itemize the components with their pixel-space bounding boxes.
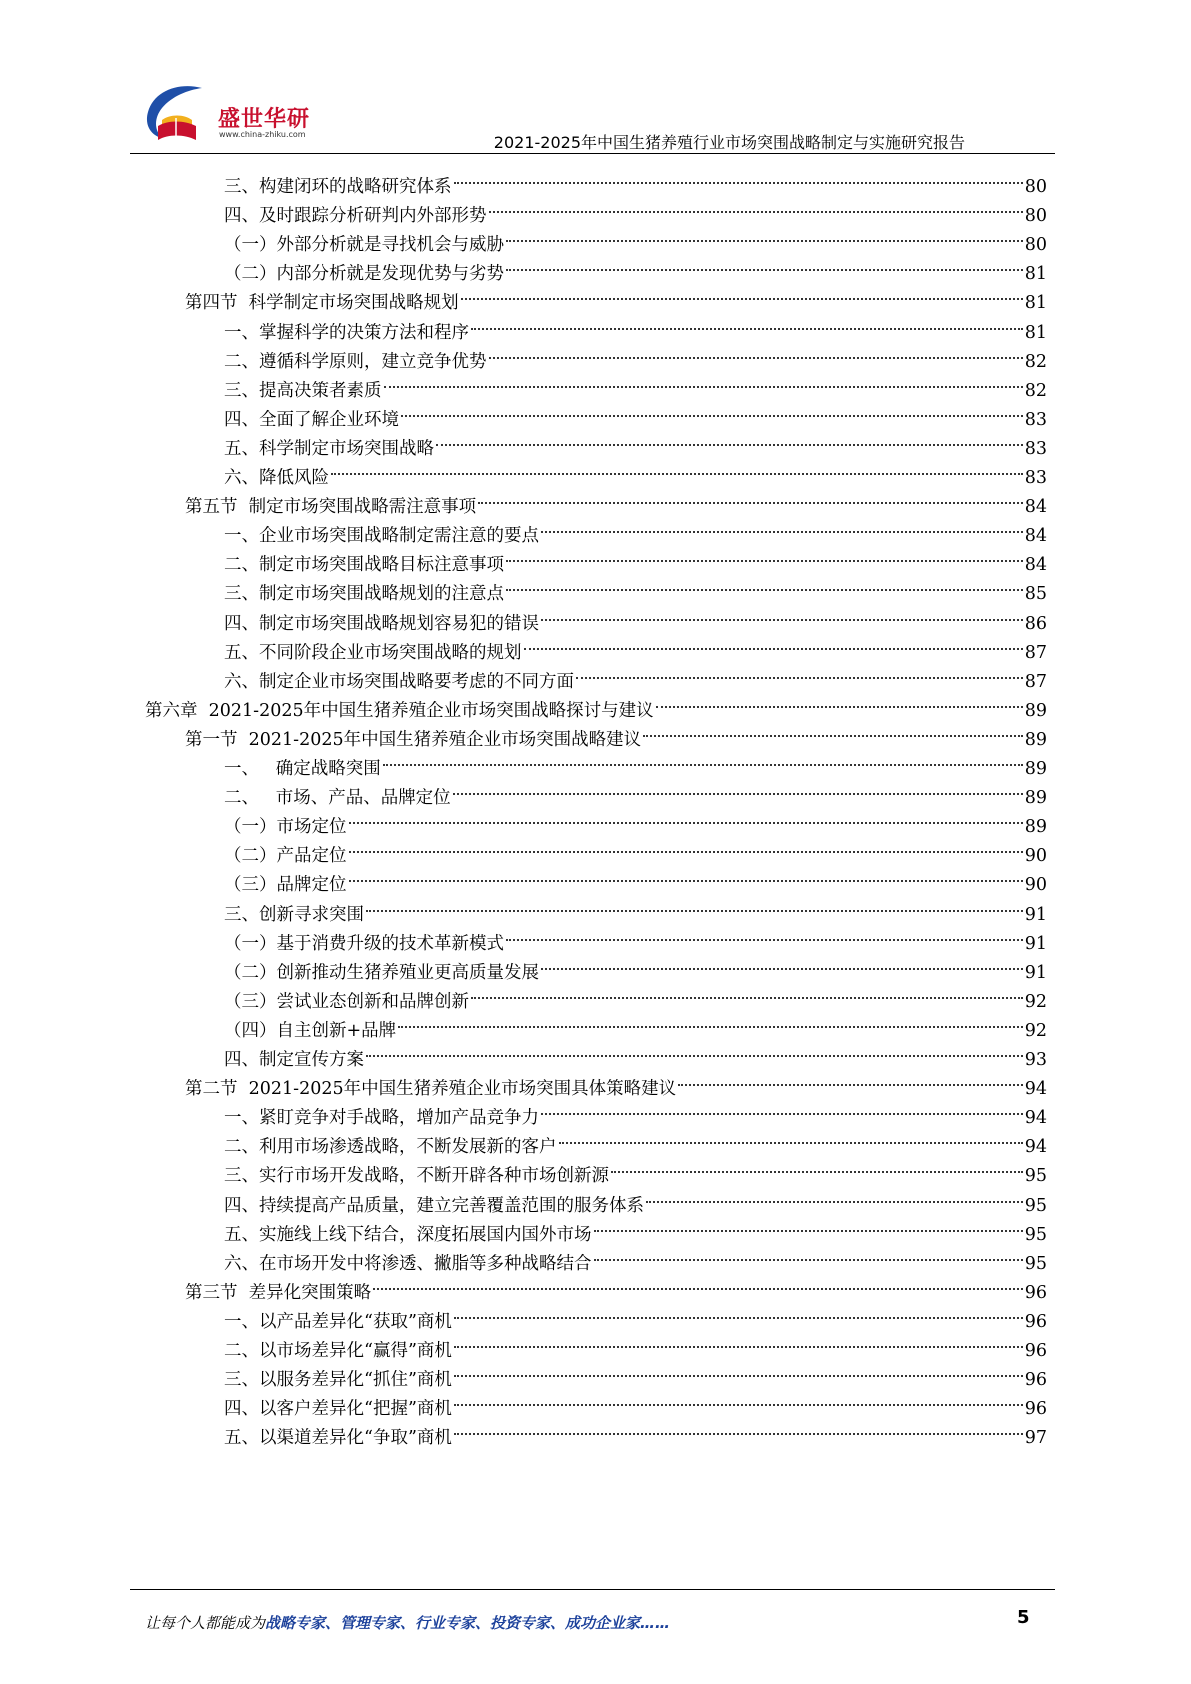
toc-entry-page: 89 xyxy=(1024,788,1047,809)
toc-entry-page: 96 xyxy=(1024,1341,1047,1361)
toc-entry[interactable] xyxy=(224,1007,1047,1041)
toc-entry-title: 三、实行市场开发战略，不断开辟各种市场创新源 xyxy=(224,1166,609,1187)
toc-entry-page: 90 xyxy=(1024,846,1047,867)
toc-leader-dots xyxy=(349,832,1023,861)
toc-entry-title: 二、以市场差异化“赢得”商机 xyxy=(224,1341,452,1361)
footer-slogan xyxy=(145,1612,670,1633)
toc-entry-title: 一、企业市场突围战略制定需注意的要点 xyxy=(224,526,539,547)
toc-entry[interactable] xyxy=(224,338,1047,372)
toc-entry[interactable] xyxy=(224,309,1047,343)
toc-entry-page: 97 xyxy=(1024,1428,1047,1449)
toc-entry-page: 86 xyxy=(1024,613,1047,634)
toc-entry-title: 四、全面了解企业环境 xyxy=(224,409,399,430)
toc-entry[interactable] xyxy=(224,658,1047,692)
toc-entry-title: 第五节 制定市场突围战略需注意事项 xyxy=(185,497,477,518)
toc-entry[interactable] xyxy=(224,367,1047,401)
toc-entry[interactable] xyxy=(224,396,1047,430)
toc-entry-title: 四、持续提高产品质量，建立完善覆盖范围的服务体系 xyxy=(224,1195,644,1216)
toc-entry-title: （三）品牌定位 xyxy=(224,875,347,896)
toc-entry-page: 89 xyxy=(1024,759,1047,779)
toc-leader-dots xyxy=(541,512,1023,541)
toc-entry[interactable] xyxy=(224,570,1047,605)
toc-entry-page: 84 xyxy=(1024,526,1047,547)
toc-leader-dots xyxy=(436,425,1023,454)
toc-entry[interactable] xyxy=(185,483,1047,518)
toc-leader-dots xyxy=(471,309,1023,338)
toc-leader-dots xyxy=(559,1123,1023,1152)
logo-url: www.china-zhiku.com xyxy=(219,130,306,139)
toc-entry-page: 83 xyxy=(1024,468,1047,488)
toc-entry[interactable] xyxy=(224,861,1047,896)
toc-entry[interactable] xyxy=(224,1356,1047,1391)
toc-leader-dots xyxy=(594,1211,1023,1240)
toc-entry-page: 94 xyxy=(1024,1137,1047,1158)
toc-entry-title: 第一节 2021-2025年中国生猪养殖企业市场突围战略建议 xyxy=(185,729,642,750)
toc-entry[interactable] xyxy=(224,600,1047,634)
toc-entry[interactable] xyxy=(224,1036,1047,1070)
toc-entry[interactable] xyxy=(224,978,1047,1012)
toc-entry-page: 80 xyxy=(1024,235,1047,256)
toc-entry-page: 84 xyxy=(1024,497,1047,518)
toc-leader-dots xyxy=(454,1356,1023,1385)
toc-leader-dots xyxy=(656,687,1023,716)
toc-entry-page: 89 xyxy=(1024,700,1047,721)
toc-entry-title: 二、 市场、产品、品牌定位 xyxy=(224,788,451,809)
toc-entry-title: 六、在市场开发中将渗透、撇脂等多种战略结合 xyxy=(224,1253,592,1274)
toc-entry-title: 一、以产品差异化“获取”商机 xyxy=(224,1311,452,1332)
toc-leader-dots xyxy=(646,1182,1023,1211)
toc-entry[interactable] xyxy=(185,1065,1047,1100)
toc-leader-dots xyxy=(478,483,1023,512)
toc-entry-title: 三、提高决策者素质 xyxy=(224,380,382,401)
toc-entry-page: 91 xyxy=(1024,933,1047,954)
toc-leader-dots xyxy=(643,716,1023,745)
toc-entry-page: 91 xyxy=(1024,962,1047,983)
toc-entry[interactable] xyxy=(224,949,1047,983)
toc-entry-title: 一、紧盯竞争对手战略，增加产品竞争力 xyxy=(224,1108,539,1129)
toc-entry-title: 四、及时跟踪分析研判内外部形势 xyxy=(224,206,487,227)
toc-entry[interactable] xyxy=(224,1182,1047,1216)
toc-leader-dots xyxy=(541,1094,1023,1123)
slogan-roles: 战略专家、管理专家、行业专家、投资专家、成功企业家…… xyxy=(265,1614,671,1632)
toc-entry-page: 87 xyxy=(1024,671,1047,692)
toc-entry-title: （一）市场定位 xyxy=(224,817,347,838)
toc-entry-title: 五、实施线上线下结合，深度拓展国内国外市场 xyxy=(224,1224,592,1245)
toc-leader-dots xyxy=(454,1385,1023,1414)
toc-entry[interactable] xyxy=(224,1123,1047,1158)
toc-entry-page: 95 xyxy=(1024,1166,1047,1187)
logo-mark-icon xyxy=(140,80,220,148)
toc-entry[interactable] xyxy=(224,832,1047,867)
toc-entry-title: 五、科学制定市场突围战略 xyxy=(224,438,434,459)
toc-entry-page: 95 xyxy=(1024,1253,1047,1274)
toc-leader-dots xyxy=(678,1065,1023,1094)
toc-entry-title: 五、以渠道差异化“争取”商机 xyxy=(224,1428,452,1449)
toc-leader-dots xyxy=(461,279,1023,308)
toc-entry-title: 三、创新寻求突围 xyxy=(224,904,364,925)
toc-entry[interactable] xyxy=(224,1327,1047,1361)
report-title: 2021-2025年中国生猪养殖行业市场突围战略制定与实施研究报告 xyxy=(493,133,965,152)
toc-entry[interactable] xyxy=(224,1152,1047,1187)
toc-entry-title: 第三节 差异化突围策略 xyxy=(185,1282,372,1303)
toc-entry[interactable] xyxy=(224,803,1047,838)
toc-entry-page: 81 xyxy=(1024,293,1047,314)
toc-entry-page: 94 xyxy=(1024,1079,1047,1100)
toc-entry-title: （二）内部分析就是发现优势与劣势 xyxy=(224,264,504,285)
toc-leader-dots xyxy=(384,367,1023,396)
toc-entry-page: 89 xyxy=(1024,729,1047,750)
toc-entry[interactable] xyxy=(224,512,1047,547)
toc-leader-dots xyxy=(383,745,1023,774)
toc-leader-dots xyxy=(506,920,1023,949)
toc-entry-page: 81 xyxy=(1024,264,1047,285)
toc-leader-dots xyxy=(454,1414,1023,1443)
toc-leader-dots xyxy=(401,396,1023,425)
toc-leader-dots xyxy=(454,1327,1023,1356)
toc-entry-page: 85 xyxy=(1024,584,1047,605)
toc-entry-page: 92 xyxy=(1024,1020,1047,1041)
toc-entry-title: （二）产品定位 xyxy=(224,846,347,867)
toc-entry-title: 第四节 科学制定市场突围战略规划 xyxy=(185,293,459,314)
toc-entry[interactable] xyxy=(145,687,1047,721)
toc-entry-page: 84 xyxy=(1024,555,1047,576)
toc-leader-dots xyxy=(524,629,1023,658)
toc-leader-dots xyxy=(541,600,1023,629)
toc-entry[interactable] xyxy=(224,1240,1047,1274)
toc-entry-title: 四、制定宣传方案 xyxy=(224,1050,364,1070)
toc-leader-dots xyxy=(366,891,1023,920)
toc-entry[interactable] xyxy=(224,1094,1047,1129)
toc-entry-title: 二、利用市场渗透战略，不断发展新的客户 xyxy=(224,1137,557,1158)
toc-entry[interactable] xyxy=(224,1211,1047,1245)
toc-leader-dots xyxy=(489,338,1023,367)
toc-entry[interactable] xyxy=(185,279,1047,314)
toc-entry-title: 三、制定市场突围战略规划的注意点 xyxy=(224,584,504,605)
toc-entry-title: 三、以服务差异化“抓住”商机 xyxy=(224,1370,452,1391)
toc-leader-dots xyxy=(506,541,1023,570)
toc-entry-page: 82 xyxy=(1024,351,1047,372)
toc-entry[interactable] xyxy=(224,163,1047,197)
toc-entry-page: 96 xyxy=(1024,1282,1047,1303)
toc-leader-dots xyxy=(453,774,1023,803)
toc-entry[interactable] xyxy=(185,1269,1047,1303)
toc-entry-page: 91 xyxy=(1024,904,1047,925)
toc-entry-page: 82 xyxy=(1024,380,1047,401)
toc-leader-dots xyxy=(471,978,1023,1007)
toc-entry-page: 95 xyxy=(1024,1195,1047,1216)
toc-leader-dots xyxy=(454,163,1023,192)
toc-leader-dots xyxy=(454,1298,1023,1327)
toc-entry[interactable] xyxy=(185,716,1047,750)
toc-entry[interactable] xyxy=(224,250,1047,285)
toc-entry-title: 一、 确定战略突围 xyxy=(224,759,381,779)
toc-entry-title: 第二节 2021-2025年中国生猪养殖企业市场突围具体策略建议 xyxy=(185,1079,677,1100)
toc-entry-page: 94 xyxy=(1024,1108,1047,1129)
company-logo xyxy=(140,80,320,150)
toc-entry-page: 80 xyxy=(1024,177,1047,197)
toc-entry[interactable] xyxy=(224,425,1047,459)
toc-leader-dots xyxy=(594,1240,1023,1269)
toc-entry-title: 一、掌握科学的决策方法和程序 xyxy=(224,322,469,343)
toc-leader-dots xyxy=(331,454,1023,483)
toc-entry-title: 二、遵循科学原则，建立竞争优势 xyxy=(224,351,487,372)
toc-leader-dots xyxy=(366,1036,1023,1065)
toc-entry-title: （三）尝试业态创新和品牌创新 xyxy=(224,991,469,1012)
toc-leader-dots xyxy=(506,570,1023,599)
toc-entry-title: （一）基于消费升级的技术革新模式 xyxy=(224,933,504,954)
toc-entry-title: （一）外部分析就是寻找机会与威胁 xyxy=(224,235,504,256)
toc-entry[interactable] xyxy=(224,192,1047,227)
toc-leader-dots xyxy=(506,250,1023,279)
toc-entry[interactable] xyxy=(224,1385,1047,1420)
toc-entry-title: 六、制定企业市场突围战略要考虑的不同方面 xyxy=(224,671,574,692)
toc-leader-dots xyxy=(506,221,1023,250)
toc-entry-title: 四、以客户差异化“把握”商机 xyxy=(224,1399,452,1420)
toc-entry-title: 五、不同阶段企业市场突围战略的规划 xyxy=(224,642,522,663)
toc-entry-title: 六、降低风险 xyxy=(224,468,329,488)
toc-entry[interactable] xyxy=(224,774,1047,809)
toc-entry[interactable] xyxy=(224,920,1047,954)
header-divider xyxy=(130,153,1055,154)
toc-entry-page: 95 xyxy=(1024,1224,1047,1245)
toc-entry-title: 三、构建闭环的战略研究体系 xyxy=(224,177,452,197)
toc-entry-page: 96 xyxy=(1024,1399,1047,1420)
toc-entry-title: 二、制定市场突围战略目标注意事项 xyxy=(224,555,504,576)
toc-entry[interactable] xyxy=(224,629,1047,663)
toc-entry-page: 90 xyxy=(1024,875,1047,896)
toc-entry[interactable] xyxy=(224,745,1047,779)
toc-leader-dots xyxy=(489,192,1023,221)
toc-entry-page: 83 xyxy=(1024,438,1047,459)
toc-entry[interactable] xyxy=(224,1414,1047,1449)
toc-leader-dots xyxy=(349,861,1023,890)
toc-entry-title: 四、制定市场突围战略规划容易犯的错误 xyxy=(224,613,539,634)
toc-leader-dots xyxy=(576,658,1023,687)
toc-entry-page: 96 xyxy=(1024,1311,1047,1332)
toc-leader-dots xyxy=(373,1269,1023,1298)
toc-entry-title: （四）自主创新+品牌 xyxy=(224,1020,397,1041)
page-header xyxy=(130,80,1055,152)
toc-entry-page: 89 xyxy=(1024,817,1047,838)
toc-entry-page: 83 xyxy=(1024,409,1047,430)
page-number: 5 xyxy=(1017,1607,1030,1628)
toc-leader-dots xyxy=(349,803,1023,832)
toc-entry[interactable] xyxy=(224,454,1047,488)
toc-entry-page: 81 xyxy=(1024,322,1047,343)
toc-entry-page: 93 xyxy=(1024,1050,1047,1070)
toc-entry-page: 92 xyxy=(1024,991,1047,1012)
toc-entry[interactable] xyxy=(224,541,1047,576)
logo-name: 盛世华研 xyxy=(218,107,311,132)
footer-divider xyxy=(130,1589,1055,1590)
toc-leader-dots xyxy=(541,949,1023,978)
toc-entry[interactable] xyxy=(224,891,1047,925)
slogan-lead: 让每个人都能成为 xyxy=(145,1614,266,1632)
toc-entry[interactable] xyxy=(224,1298,1047,1332)
toc-entry-page: 96 xyxy=(1024,1370,1047,1391)
toc-entry-page: 80 xyxy=(1024,206,1047,227)
toc-leader-dots xyxy=(611,1152,1023,1181)
toc-leader-dots xyxy=(398,1007,1023,1036)
toc-entry-title: 第六章 2021-2025年中国生猪养殖企业市场突围战略探讨与建议 xyxy=(145,700,654,721)
toc-entry-title: （二）创新推动生猪养殖业更高质量发展 xyxy=(224,962,539,983)
toc-entry-page: 87 xyxy=(1024,642,1047,663)
toc-entry[interactable] xyxy=(224,221,1047,256)
